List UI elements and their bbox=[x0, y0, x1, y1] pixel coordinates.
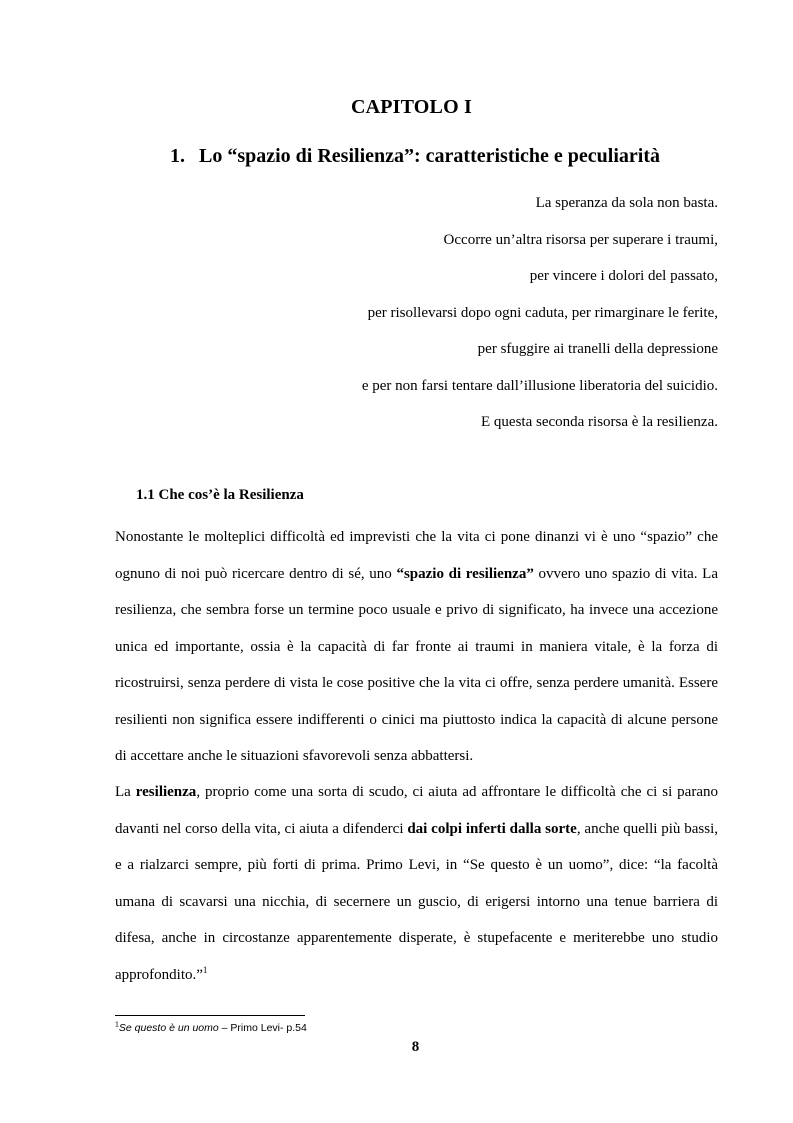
paragraph-text: La bbox=[115, 784, 136, 800]
footnote-title: Se questo è un uomo bbox=[118, 1022, 219, 1034]
chapter-heading: CAPITOLO I bbox=[350, 96, 473, 118]
footnote-source: – Primo Levi- p.54 bbox=[218, 1022, 307, 1034]
section-number: 1. bbox=[170, 145, 185, 167]
epigraph-line: e per non farsi tentare dall’illusione liberatoria del suicidio. bbox=[361, 377, 718, 394]
epigraph-line: per risollevarsi dopo ogni caduta, per rimarginare le ferite, bbox=[367, 304, 718, 321]
epigraph-line: per vincere i dolori del passato, bbox=[529, 268, 718, 284]
epigraph-line: Occorre un’altra risorsa per superare i traumi, bbox=[443, 231, 718, 248]
section-title-text: Lo “spazio di Resilienza”: caratteristiche e peculiarità bbox=[199, 145, 661, 167]
footnote bbox=[115, 1022, 307, 1034]
footnote-reference[interactable]: 1 bbox=[202, 964, 208, 975]
paragraph-text: ovvero uno spazio di vita. La resilienza, che sembra forse un termine poco usuale e privo di significato, ha invece una accezione unica ed importante, ossia è la capacità di far fronte ai traumi in maniera vitale, è la forza di ricostruirsi, senza perdere di vista le cose positive che la vita ci offre, senza perdere umanità. Essere resilienti non significa essere indifferenti o cinici ma piuttosto indica la capacità di alcune persone di accettare anche le situazioni sfavorevoli senza abbattersi. bbox=[115, 565, 718, 764]
paragraph-text: Nonostante le molteplici difficoltà ed imprevisti che la vita ci pone dinanzi vi è uno “spazio” che ognuno di noi può ricercare dentro di sé, uno bbox=[115, 529, 718, 582]
epigraph-line: per sfuggire ai tranelli della depressione bbox=[477, 341, 718, 357]
epigraph bbox=[362, 193, 718, 449]
paragraph-text: , anche quelli più bassi, e a rialzarci sempre, più forti di prima. Primo Levi, in “Se questo è un uomo”, dice: “la facoltà umana di scavarsi una nicchia, di secernere un guscio, di erigersi intorno una tenue barriera di difesa, anche in circostanze apparentemente disperate, è stupefacente e meriterebbe uno studio approfondito.” bbox=[115, 820, 718, 983]
paragraph-bold-text: resilienza bbox=[135, 784, 197, 800]
footnote-number: 1 bbox=[115, 1021, 119, 1029]
body-paragraph-1 bbox=[115, 519, 718, 775]
paragraph-bold-text: “spazio di resilienza” bbox=[396, 565, 534, 582]
epigraph-line: La speranza da sola non basta. bbox=[535, 195, 718, 211]
section-heading bbox=[170, 145, 660, 168]
paragraph-text: , proprio come una sorta di scudo, ci aiuta ad affrontare le difficoltà che ci si parano davanti nel corso della vita, ci aiuta a difenderci bbox=[115, 784, 718, 837]
paragraph-bold-text: dai colpi inferti dalla sorte bbox=[407, 820, 577, 837]
epigraph-line: E questa seconda risorsa è la resilienza. bbox=[481, 414, 718, 430]
subsection-heading: 1.1 Che cos’è la Resilienza bbox=[136, 487, 304, 503]
footnote-separator bbox=[115, 1015, 305, 1016]
body-paragraph-2 bbox=[115, 774, 718, 993]
page-number: 8 bbox=[411, 1039, 420, 1055]
